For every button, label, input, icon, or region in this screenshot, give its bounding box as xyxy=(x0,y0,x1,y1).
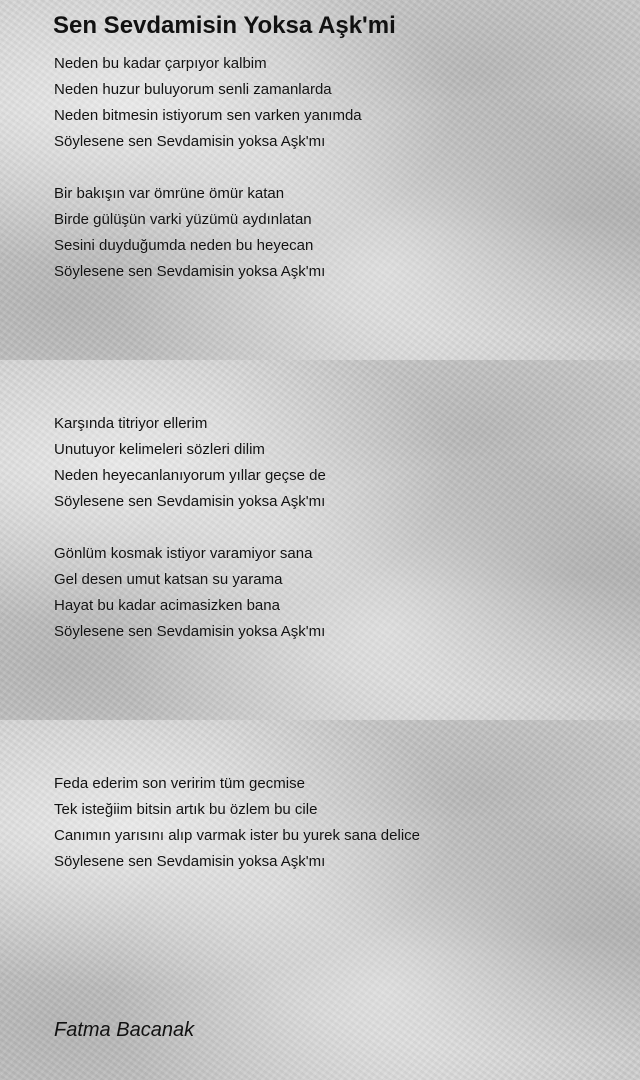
poem-line: Söylesene sen Sevdamisin yoksa Aşk'mı xyxy=(54,853,326,870)
poem-line: Feda ederim son veririm tüm gecmise xyxy=(54,775,305,792)
poem-line: Söylesene sen Sevdamisin yoksa Aşk'mı xyxy=(54,263,326,280)
poem-line: Söylesene sen Sevdamisin yoksa Aşk'mı xyxy=(54,623,326,640)
poem-line: Sesini duyduğumda neden bu heyecan xyxy=(54,237,314,254)
poem-line: Neden huzur buluyorum senli zamanlarda xyxy=(54,81,332,98)
poem-line: Hayat bu kadar acimasizken bana xyxy=(54,597,280,614)
poem-author: Fatma Bacanak xyxy=(54,1019,195,1041)
poem-line: Gel desen umut katsan su yarama xyxy=(54,571,283,588)
stanza-2 xyxy=(54,181,325,285)
poem-line: Birde gülüşün varki yüzümü aydınlatan xyxy=(54,211,312,228)
poem-line: Unutuyor kelimeleri sözleri dilim xyxy=(54,441,265,458)
stanza-1 xyxy=(54,51,362,155)
poem-line: Canımın yarısını alıp varmak ister bu yurek sana delice xyxy=(54,827,420,844)
poem-line: Neden bitmesin istiyorum sen varken yanımda xyxy=(54,107,362,124)
stanza-4 xyxy=(54,541,325,645)
stanza-3 xyxy=(54,411,326,515)
poem-line: Karşında titriyor ellerim xyxy=(54,415,208,432)
poem-title: Sen Sevdamisin Yoksa Aşk'mi xyxy=(53,12,396,39)
poem-line: Söylesene sen Sevdamisin yoksa Aşk'mı xyxy=(54,133,326,150)
poem-line: Bir bakışın var ömrüne ömür katan xyxy=(54,185,285,202)
stanza-5 xyxy=(54,771,420,875)
poem-line: Tek isteğiim bitsin artık bu özlem bu cile xyxy=(54,801,318,818)
poem-line: Gönlüm kosmak istiyor varamiyor sana xyxy=(54,545,313,562)
poem-line: Neden bu kadar çarpıyor kalbim xyxy=(54,55,267,72)
poem-line: Neden heyecanlanıyorum yıllar geçse de xyxy=(54,467,326,484)
poem-line: Söylesene sen Sevdamisin yoksa Aşk'mı xyxy=(54,493,326,510)
